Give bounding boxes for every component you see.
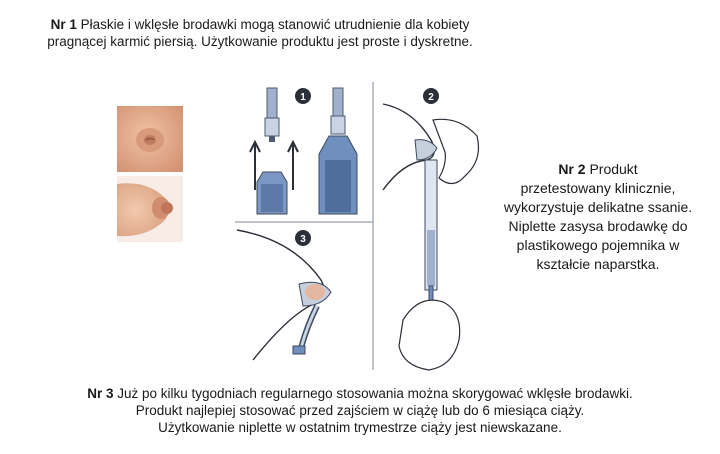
caption-usage-label: Nr 3 [87, 386, 114, 401]
caption-product-line4: Niplette zasysa brodawkę do [508, 218, 688, 234]
caption-usage [40, 385, 680, 436]
caption-intro-label: Nr 1 [50, 17, 77, 32]
panel-2-application [383, 88, 479, 370]
step-number-2: 2 [428, 92, 434, 103]
photo-corrected-nipple [117, 176, 183, 242]
caption-product-line3: wykorzystuje delikatne ssanie. [503, 199, 693, 215]
panel-3-in-place [237, 230, 331, 360]
step-number-3: 3 [300, 234, 306, 245]
caption-product-label: Nr 2 [558, 161, 586, 177]
caption-product [483, 160, 713, 274]
caption-intro-line2: pragnącej karmić piersią. Użytkowanie produktu jest proste i dyskretne. [47, 34, 473, 49]
caption-intro [30, 16, 490, 50]
caption-intro-line1: Płaskie i wklęsłe brodawki mogą stanowić utrudnienie dla kobiety [80, 17, 470, 32]
caption-product-line2: przetestowany klinicznie, [520, 180, 676, 196]
caption-product-line6: kształcie naparstka. [536, 256, 660, 272]
step-number-1: 1 [300, 92, 306, 103]
usage-diagram [233, 80, 485, 374]
photo-flat-nipple [117, 106, 183, 172]
caption-product-line1: Produkt [589, 161, 638, 177]
caption-usage-line3: Użytkowanie niplette w ostatnim trymestrze ciąży jest niewskazane. [158, 420, 562, 435]
caption-product-line5: plastikowego pojemnika w [516, 237, 680, 253]
caption-usage-line1: Już po kilku tygodniach regularnego stosowania można skorygować wklęsłe brodawki. [117, 386, 633, 401]
panel-1-assembly [250, 88, 357, 214]
caption-usage-line2: Produkt najlepiej stosować przed zajściem w ciążę lub do 6 miesiąca ciąży. [135, 403, 585, 418]
